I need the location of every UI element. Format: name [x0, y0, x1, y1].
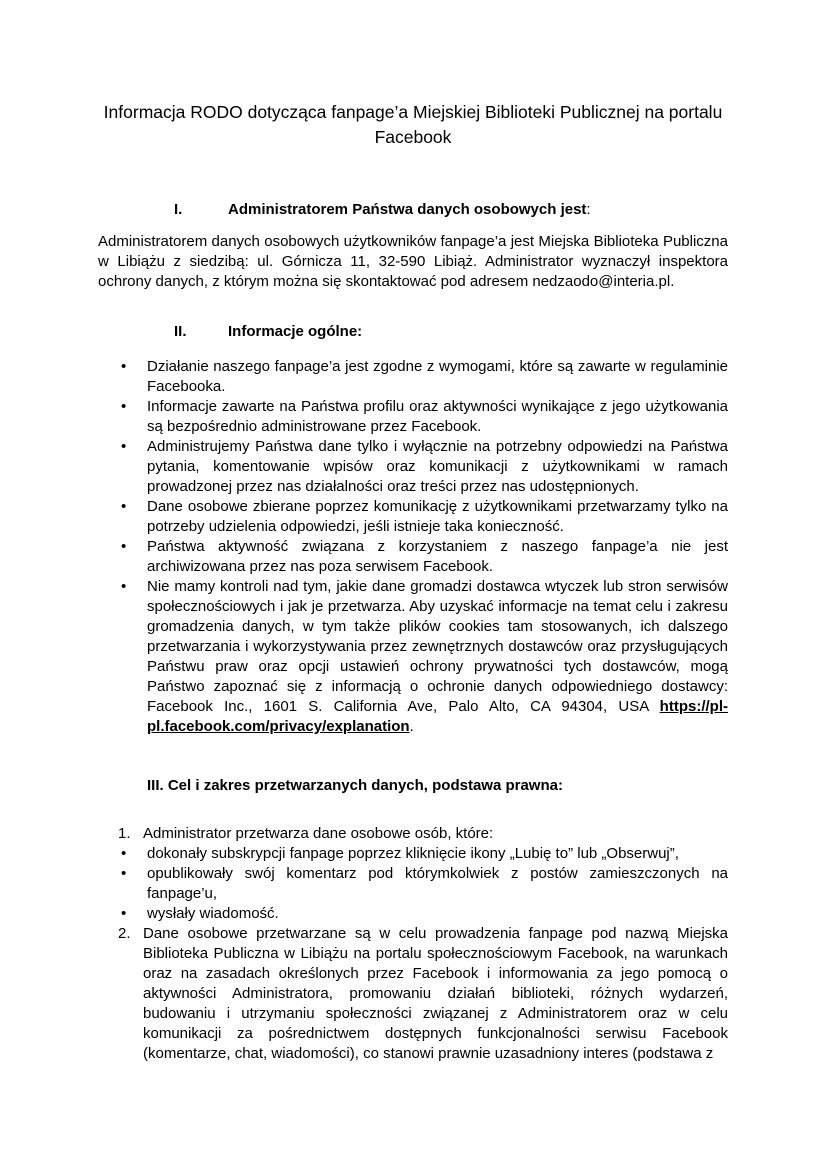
bullet-icon: • [121, 438, 127, 455]
list-item [121, 537, 728, 577]
list-item-text: Informacje zawarte na Państwa profilu oraz aktywności wynikające z jego użytkowania są bezpośrednio administrowane przez Facebook. [147, 398, 728, 435]
bullet-icon: • [121, 538, 127, 555]
list-item-text: Dane osobowe zbierane poprzez komunikację z użytkownikami przetwarzamy tylko na potrzeby udzielenia odpowiedzi, jeśli istnieje taka konieczność. [147, 498, 728, 535]
bullet-icon: • [121, 578, 127, 595]
sub-list-item [121, 904, 728, 924]
sub-list-item-text: opublikowały swój komentarz pod którymkolwiek z postów zamieszczonych na fanpage’u, [147, 865, 728, 902]
bullet-icon: • [121, 865, 127, 882]
list-item [121, 497, 728, 537]
section-3-number: III [147, 777, 160, 794]
bullet-icon: • [121, 498, 127, 515]
list-item [121, 577, 728, 737]
section-1-number: I. [174, 201, 183, 218]
section-2-heading [174, 322, 362, 342]
section-1-title: Administratorem Państwa danych osobowych jest [228, 201, 587, 218]
list-item-end: . [409, 718, 414, 735]
sub-list-item [121, 864, 728, 904]
sub-list-item-text: dokonały subskrypcji fanpage poprzez kliknięcie ikony „Lubię to” lub „Obserwuj”, [147, 845, 679, 862]
numbered-item [118, 824, 728, 924]
numbered-item [118, 924, 728, 1064]
sub-list [121, 844, 728, 924]
section-2-title: Informacje ogólne: [228, 323, 363, 340]
section-1-text: Administratorem danych osobowych użytkowników fanpage’a jest Miejska Biblioteka Publiczna w Libiążu z siedzibą: ul. Górnicza 11, 32-590 Libiąż. Administrator wyznaczył inspektora ochrony danych, z którym można się skontaktować pod adresem nedzaodo@interia.pl. [98, 233, 728, 290]
sub-list-item [121, 844, 728, 864]
document-title: Informacja RODO dotycząca fanpage’a Miejskiej Biblioteki Publicznej na portalu Facebook [103, 102, 723, 147]
sub-list-item-text: wysłały wiadomość. [147, 905, 279, 922]
list-item-text: Działanie naszego fanpage’a jest zgodne z wymogami, które są zawarte w regulaminie Facebooka. [147, 358, 728, 395]
item-text: Administrator przetwarza dane osobowe osób, które: [143, 825, 494, 842]
list-item-text: Nie mamy kontroli nad tym, jakie dane gromadzi dostawca wtyczek lub stron serwisów społecznościowych i jak je przetwarza. Aby uzyskać informacje na temat celu i zakresu gromadzenia danych, w tym także plików cookies tam stosowanych, ich dalszego przetwarzania i wykorzystywania przez zewnętrznych dostawców oraz przysługujących Państwu praw oraz opcji ustawień ochrony prywatności tych dostawców, mogą Państwo zapoznać się z informacją o ochronie danych odpowiedniego dostawcy: Facebook Inc., 1601 S. California Ave, Palo Alto, CA 94304, USA [147, 578, 728, 715]
item-text: Dane osobowe przetwarzane są w celu prowadzenia fanpage pod nazwą Miejska Biblioteka Publiczna w Libiążu na portalu społecznościowym Facebook, na warunkach oraz na zasadach określonych przez Facebook i informowania za jego pomocą o aktywności Administratora, promowaniu działań biblioteki, różnych wydarzeń, budowaniu i utrzymaniu społeczności związanej z Administratorem oraz w celu komunikacji za pośrednictwem dostępnych funkcjonalności serwisu Facebook (komentarze, chat, wiadomości), co stanowi prawnie uzasadniony interes (podstawa z [143, 925, 728, 1062]
list-item-text: Administrujemy Państwa dane tylko i wyłącznie na potrzebny odpowiedzi na Państwa pytania, komentowanie wpisów oraz komunikacji z użytkownikami w ramach prowadzonej przez nas działalności oraz treści przez nas udostępnionych. [147, 438, 728, 495]
bullet-icon: • [121, 398, 127, 415]
section-3-list [118, 824, 728, 1064]
section-2-number: II. [174, 323, 187, 340]
section-2-list [121, 357, 728, 737]
item-number: 1. [118, 825, 131, 842]
list-item [121, 357, 728, 397]
bullet-icon: • [121, 845, 127, 862]
section-1-colon: : [586, 201, 591, 218]
bullet-icon: • [121, 358, 127, 375]
list-item-text: Państwa aktywność związana z korzystaniem z naszego fanpage’a nie jest archiwizowana przez nas poza serwisem Facebook. [147, 538, 728, 575]
item-number: 2. [118, 925, 131, 942]
list-item [121, 437, 728, 497]
section-3-heading [147, 776, 563, 796]
facebook-privacy-link[interactable]: https://pl-pl.facebook.com/privacy/explanation [147, 698, 728, 735]
section-3-title: . Cel i zakres przetwarzanych danych, podstawa prawna: [159, 777, 563, 794]
bullet-icon: • [121, 905, 127, 922]
section-1-heading [174, 200, 591, 220]
list-item [121, 397, 728, 437]
